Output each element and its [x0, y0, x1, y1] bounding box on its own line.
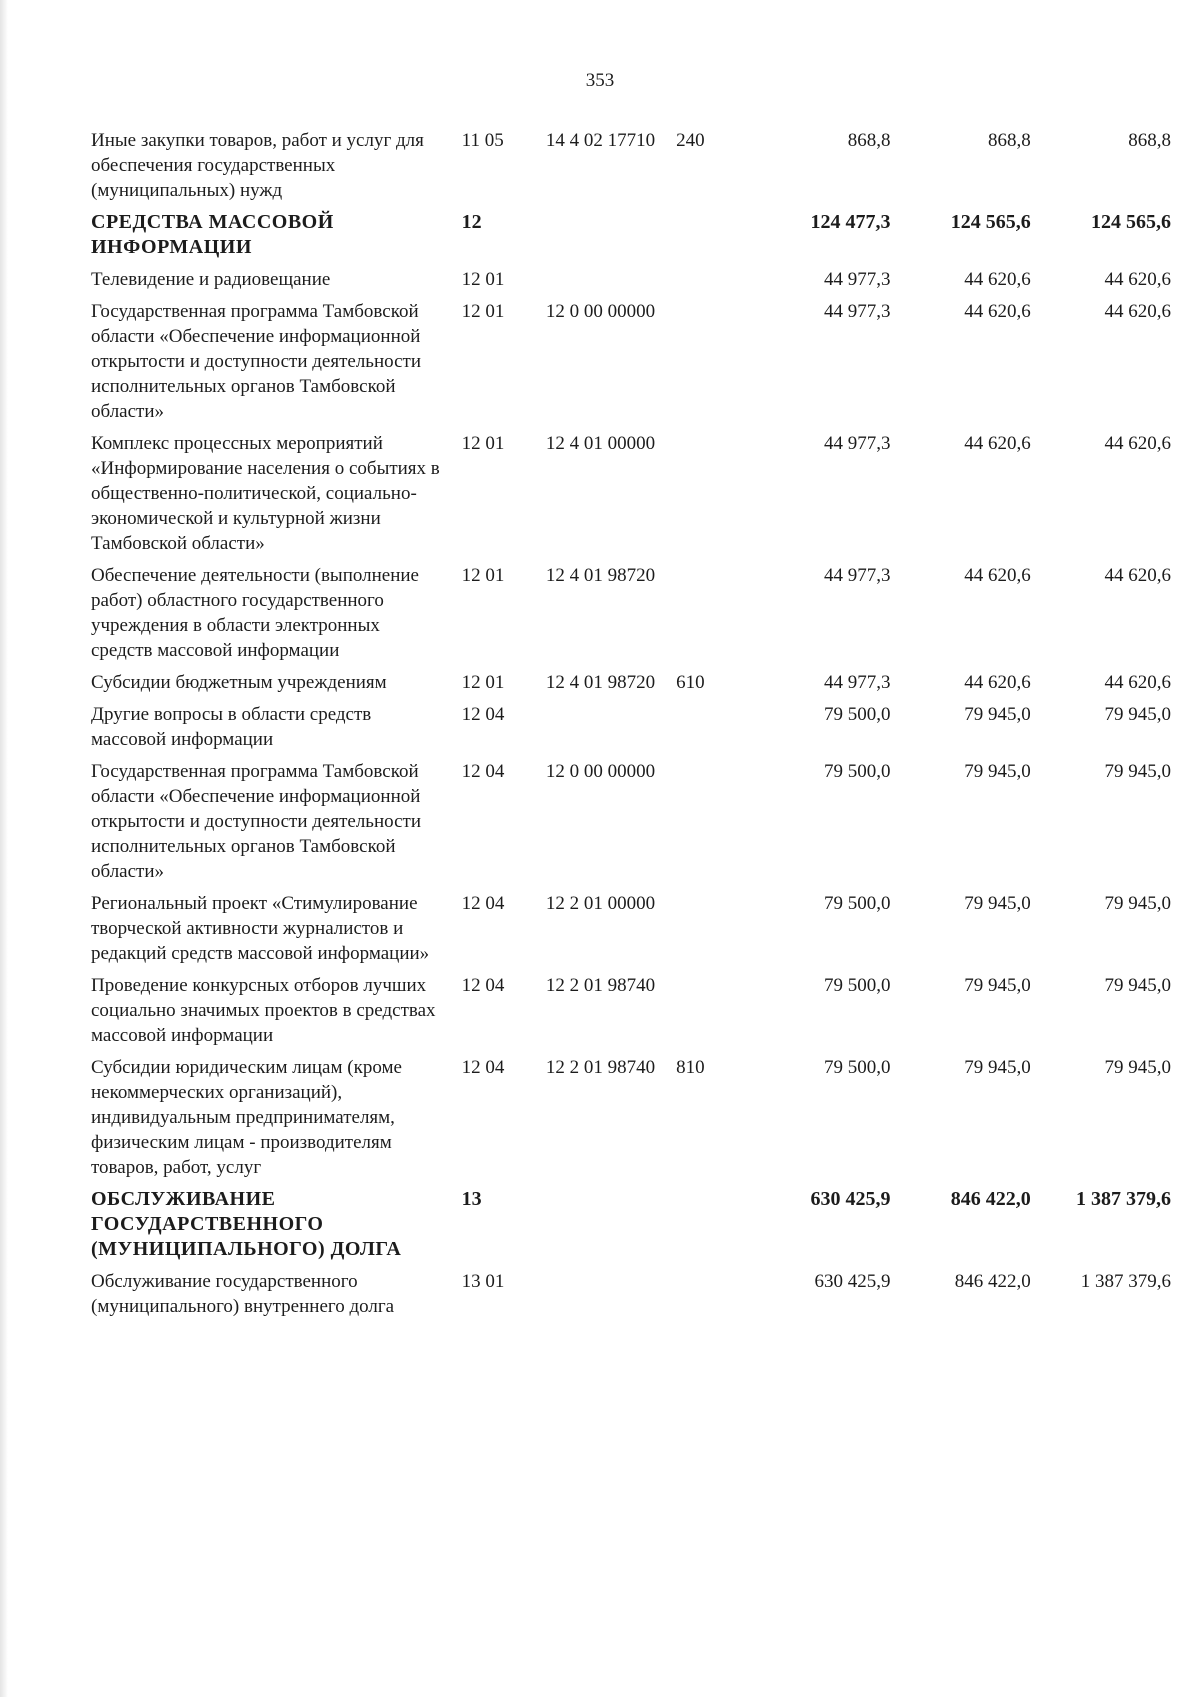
row-target-article: 12 2 01 00000 [545, 893, 656, 914]
row-value-1: 630 425,9 [814, 1271, 891, 1292]
row-value-3: 1 387 379,6 [1080, 1271, 1171, 1292]
row-name: Обеспечение деятельности (выполнение работ) областного государственного учреждения в области электронных средств массовой информации [91, 565, 419, 661]
row-expense-type [676, 299, 750, 431]
row-name: СРЕДСТВА МАССОВОЙ ИНФОРМАЦИИ [91, 211, 334, 258]
section-row [91, 210, 1171, 267]
row-value-3: 124 565,6 [1091, 211, 1171, 233]
row-value-1: 630 425,9 [810, 1188, 891, 1210]
budget-table [91, 128, 1171, 1326]
table-row [91, 563, 1171, 670]
row-value-2: 124 565,6 [950, 211, 1031, 233]
row-value-3: 44 620,6 [1104, 433, 1171, 454]
row-name: Проведение конкурсных отборов лучших социально значимых проектов в средствах массовой информации [91, 975, 436, 1046]
row-section-code: 12 01 [461, 672, 505, 693]
row-section-code: 13 01 [461, 1271, 505, 1292]
row-name: Государственная программа Тамбовской области «Обеспечение информационной открытости и доступности деятельности исполнительных органов Тамбовской области» [91, 301, 422, 422]
row-value-1: 79 500,0 [823, 761, 891, 782]
row-value-2: 79 945,0 [964, 704, 1031, 725]
table-row [91, 891, 1171, 973]
row-expense-type [676, 267, 750, 299]
table-row [91, 670, 1171, 702]
row-name: Субсидии юридическим лицам (кроме некоммерческих организаций), индивидуальным предпринимателям, физическим лицам - производителям товаров, работ, услуг [91, 1057, 402, 1178]
row-expense-type [676, 702, 750, 759]
row-section-code: 12 [461, 211, 482, 233]
row-expense-type: 240 [676, 130, 705, 151]
row-value-3: 868,8 [1128, 130, 1171, 151]
row-expense-type [676, 431, 750, 563]
row-value-2: 79 945,0 [964, 1057, 1031, 1078]
row-value-2: 79 945,0 [964, 975, 1031, 996]
row-section-code: 12 01 [461, 269, 505, 290]
row-value-2: 44 620,6 [964, 301, 1031, 322]
page-number: 353 [585, 70, 615, 91]
row-target-article: 14 4 02 17710 [545, 130, 656, 151]
row-value-1: 44 977,3 [823, 672, 891, 693]
row-name: ОБСЛУЖИВАНИЕ ГОСУДАРСТВЕННОГО (МУНИЦИПАЛЬНОГО) ДОЛГА [91, 1188, 402, 1260]
row-value-1: 79 500,0 [823, 893, 891, 914]
row-value-1: 124 477,3 [810, 211, 891, 233]
row-value-1: 44 977,3 [823, 433, 891, 454]
row-value-2: 79 945,0 [964, 893, 1031, 914]
row-name: Другие вопросы в области средств массовой информации [91, 704, 372, 750]
row-value-2: 79 945,0 [964, 761, 1031, 782]
row-section-code: 12 01 [461, 433, 505, 454]
row-expense-type [676, 1187, 750, 1269]
row-value-1: 79 500,0 [823, 704, 891, 725]
row-target-article: 12 0 00 00000 [545, 301, 656, 322]
section-row [91, 1187, 1171, 1269]
row-target-article: 12 2 01 98740 [545, 1057, 656, 1078]
row-value-3: 44 620,6 [1104, 269, 1171, 290]
row-value-2: 846 422,0 [950, 1188, 1031, 1210]
row-value-2: 868,8 [987, 130, 1031, 151]
row-section-code: 12 04 [461, 704, 505, 725]
row-target-article: 12 2 01 98740 [545, 975, 656, 996]
scan-edge-shadow [0, 0, 8, 1697]
row-value-2: 846 422,0 [954, 1271, 1031, 1292]
row-section-code: 11 05 [461, 130, 504, 151]
row-expense-type [676, 973, 750, 1055]
table-row [91, 759, 1171, 891]
table-row [91, 1055, 1171, 1187]
table-row [91, 267, 1171, 299]
row-value-1: 44 977,3 [823, 269, 891, 290]
row-name: Иные закупки товаров, работ и услуг для обеспечения государственных (муниципальных) нужд [91, 130, 424, 201]
table-row [91, 431, 1171, 563]
row-value-2: 44 620,6 [964, 269, 1031, 290]
row-value-3: 44 620,6 [1104, 672, 1171, 693]
row-target-article: 12 4 01 00000 [545, 433, 656, 454]
row-name: Региональный проект «Стимулирование творческой активности журналистов и редакций средств массовой информации» [91, 893, 430, 964]
row-section-code: 12 04 [461, 893, 505, 914]
row-expense-type [676, 759, 750, 891]
row-expense-type: 610 [676, 672, 705, 693]
table-row [91, 973, 1171, 1055]
row-target-article: 12 0 00 00000 [545, 761, 656, 782]
row-value-2: 44 620,6 [964, 565, 1031, 586]
row-section-code: 12 04 [461, 975, 505, 996]
row-value-1: 44 977,3 [823, 565, 891, 586]
row-target-article: 12 4 01 98720 [545, 672, 656, 693]
row-value-1: 868,8 [847, 130, 891, 151]
row-value-2: 44 620,6 [964, 433, 1031, 454]
row-target-article [546, 1269, 676, 1326]
row-section-code: 13 [461, 1188, 482, 1210]
row-value-3: 44 620,6 [1104, 565, 1171, 586]
row-section-code: 12 01 [461, 565, 505, 586]
row-value-1: 79 500,0 [823, 975, 891, 996]
row-value-2: 44 620,6 [964, 672, 1031, 693]
row-name: Государственная программа Тамбовской области «Обеспечение информационной открытости и доступности деятельности исполнительных органов Тамбовской области» [91, 761, 422, 882]
row-section-code: 12 04 [461, 761, 505, 782]
row-value-3: 79 945,0 [1104, 975, 1171, 996]
row-expense-type [676, 563, 750, 670]
row-value-1: 44 977,3 [823, 301, 891, 322]
row-name: Субсидии бюджетным учреждениям [91, 672, 387, 693]
row-target-article [546, 702, 676, 759]
row-name: Телевидение и радиовещание [91, 269, 331, 290]
row-section-code: 12 01 [461, 301, 505, 322]
row-value-1: 79 500,0 [823, 1057, 891, 1078]
row-value-3: 79 945,0 [1104, 704, 1171, 725]
row-expense-type [676, 891, 750, 973]
row-value-3: 79 945,0 [1104, 761, 1171, 782]
row-expense-type [676, 1269, 750, 1326]
table-row [91, 299, 1171, 431]
row-target-article [546, 267, 676, 299]
row-value-3: 1 387 379,6 [1076, 1188, 1171, 1210]
row-name: Обслуживание государственного (муниципального) внутреннего долга [91, 1271, 395, 1317]
table-row [91, 128, 1171, 210]
row-expense-type: 810 [676, 1057, 705, 1078]
row-expense-type [676, 210, 750, 267]
table-row [91, 702, 1171, 759]
row-section-code: 12 04 [461, 1057, 505, 1078]
row-target-article [546, 210, 676, 267]
row-target-article: 12 4 01 98720 [545, 565, 656, 586]
row-value-3: 79 945,0 [1104, 1057, 1171, 1078]
row-value-3: 44 620,6 [1104, 301, 1171, 322]
row-value-3: 79 945,0 [1104, 893, 1171, 914]
table-row [91, 1269, 1171, 1326]
row-name: Комплекс процессных мероприятий «Информирование населения о событиях в общественно-политической, социально-экономической и культурной жизни Тамбовской области» [91, 433, 440, 554]
row-target-article [546, 1187, 676, 1269]
